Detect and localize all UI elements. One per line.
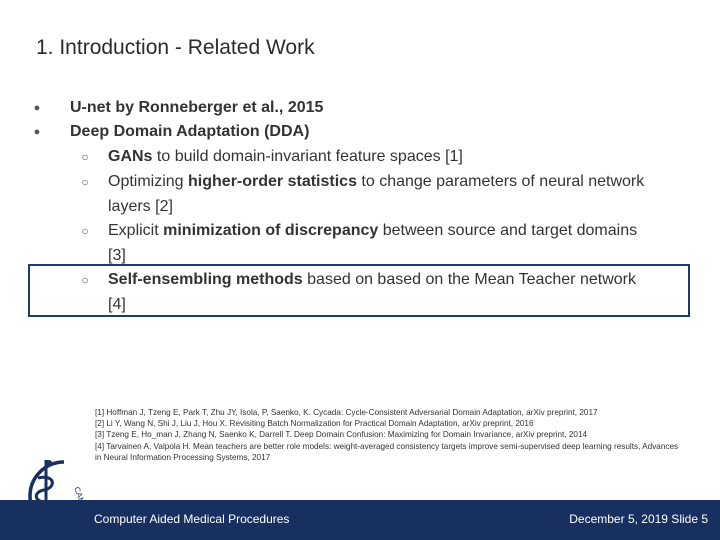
slide-title: 1. Introduction - Related Work — [36, 36, 315, 59]
highlight-box — [28, 264, 690, 317]
bullet-item — [30, 96, 323, 121]
subbullet-text-pre: Optimizing — [108, 173, 189, 190]
references — [95, 407, 685, 463]
subbullet-text-post: between source and target domains [3] — [108, 222, 638, 264]
subbullet-text-bold: Self-ensembling methods — [108, 271, 303, 288]
subbullet-text-bold: higher-order statistics — [188, 173, 357, 190]
subbullet-text-post: to change parameters of neural network layers [2] — [108, 173, 645, 215]
subbullet-item — [78, 170, 658, 219]
footer-organization: Computer Aided Medical Procedures — [94, 512, 290, 526]
subbullet-text-bold: minimization of discrepancy — [163, 222, 379, 239]
bullet-circle-icon: ○ — [81, 150, 89, 164]
bullet-text: U-net by Ronneberger et al., 2015 — [70, 99, 324, 116]
bullet-circle-icon: ○ — [81, 175, 89, 189]
reference-item: [2] Li Y, Wang N, Shi J, Liu J, Hou X. Revisiting Batch Normalization for Practical Domain Adaptation, arXiv preprint, 2016 — [95, 419, 534, 429]
subbullet-item — [78, 219, 658, 268]
bullet-dot-icon: ● — [33, 102, 41, 114]
subbullet-text-bold: GANs — [108, 148, 153, 165]
bullet-circle-icon: ○ — [81, 224, 89, 238]
bullet-circle-icon: ○ — [81, 273, 89, 287]
footer-date-slide: December 5, 2019 Slide 5 — [569, 512, 708, 526]
bullet-dot-icon: ● — [33, 126, 41, 138]
bullet-text: Deep Domain Adaptation (DDA) — [70, 123, 310, 140]
bullet-item — [30, 120, 309, 145]
camp-logo-icon — [16, 452, 90, 538]
reference-item: [4] Tarvainen A, Valpola H. Mean teachers are better role models: weight-averaged consistency targets improve semi-supervised deep learning results, Advances in Neural Information Processing Systems, 2017 — [95, 441, 679, 462]
subbullet-text-pre: Explicit — [108, 222, 164, 239]
subbullet-text-post: based on based on the Mean Teacher network [4] — [108, 271, 636, 313]
reference-item: [1] Hoffman J, Tzeng E, Park T, Zhu JY, Isola, P, Saenko, K. Cycada: Cycle-Consistent Adversarial Domain Adaptation, arXiv preprint, 2017 — [95, 408, 598, 417]
reference-item: [3] Tzeng E, Ho_man J, Zhang N, Saenko K, Darrell T. Deep Domain Confusion: Maximizing for Domain Invariance, arXiv preprint, 2014 — [95, 430, 588, 440]
subbullet-item — [78, 145, 658, 170]
subbullet-text-post: to build domain-invariant feature spaces [1] — [152, 148, 463, 165]
svg-text:CAMP: CAMP — [72, 485, 89, 511]
